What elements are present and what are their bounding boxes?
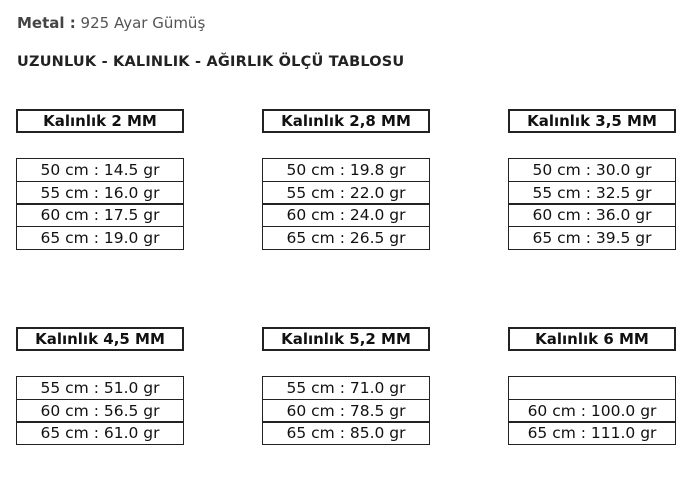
- table-row: 65 cm : 39.5 gr: [508, 226, 676, 250]
- metal-value: 925 Ayar Gümüş: [80, 14, 206, 32]
- metal-info: [17, 14, 205, 32]
- table-row: 55 cm : 22.0 gr: [262, 181, 430, 205]
- table-heading: Kalınlık 3,5 MM: [508, 109, 676, 133]
- table-heading: Kalınlık 6 MM: [508, 327, 676, 351]
- table-row: 65 cm : 26.5 gr: [262, 226, 430, 250]
- table-heading: Kalınlık 5,2 MM: [262, 327, 430, 351]
- table-thickness-4-5mm: [16, 327, 184, 442]
- table-thickness-5-2mm: [262, 327, 430, 442]
- table-row: 65 cm : 111.0 gr: [508, 421, 676, 445]
- table-row-empty: [508, 376, 676, 400]
- table-row: 60 cm : 56.5 gr: [16, 399, 184, 423]
- table-row: 55 cm : 16.0 gr: [16, 181, 184, 205]
- table-row: 60 cm : 78.5 gr: [262, 399, 430, 423]
- table-thickness-6mm: [508, 327, 676, 442]
- table-row: 65 cm : 19.0 gr: [16, 226, 184, 250]
- table-heading: Kalınlık 2 MM: [16, 109, 184, 133]
- table-row: 50 cm : 30.0 gr: [508, 158, 676, 182]
- table-row: 50 cm : 19.8 gr: [262, 158, 430, 182]
- table-row: 60 cm : 17.5 gr: [16, 203, 184, 227]
- table-row: 55 cm : 32.5 gr: [508, 181, 676, 205]
- table-thickness-2-8mm: [262, 109, 430, 247]
- metal-label: Metal :: [17, 14, 76, 32]
- table-row: 50 cm : 14.5 gr: [16, 158, 184, 182]
- table-row: 55 cm : 71.0 gr: [262, 376, 430, 400]
- table-thickness-2mm: [16, 109, 184, 247]
- table-row: 60 cm : 24.0 gr: [262, 203, 430, 227]
- table-row: 60 cm : 100.0 gr: [508, 399, 676, 423]
- table-row: 60 cm : 36.0 gr: [508, 203, 676, 227]
- table-heading: Kalınlık 2,8 MM: [262, 109, 430, 133]
- table-thickness-3-5mm: [508, 109, 676, 247]
- page-title: UZUNLUK - KALINLIK - AĞIRLIK ÖLÇÜ TABLOSU: [17, 54, 405, 70]
- table-row: 55 cm : 51.0 gr: [16, 376, 184, 400]
- table-row: 65 cm : 61.0 gr: [16, 421, 184, 445]
- table-heading: Kalınlık 4,5 MM: [16, 327, 184, 351]
- table-row: 65 cm : 85.0 gr: [262, 421, 430, 445]
